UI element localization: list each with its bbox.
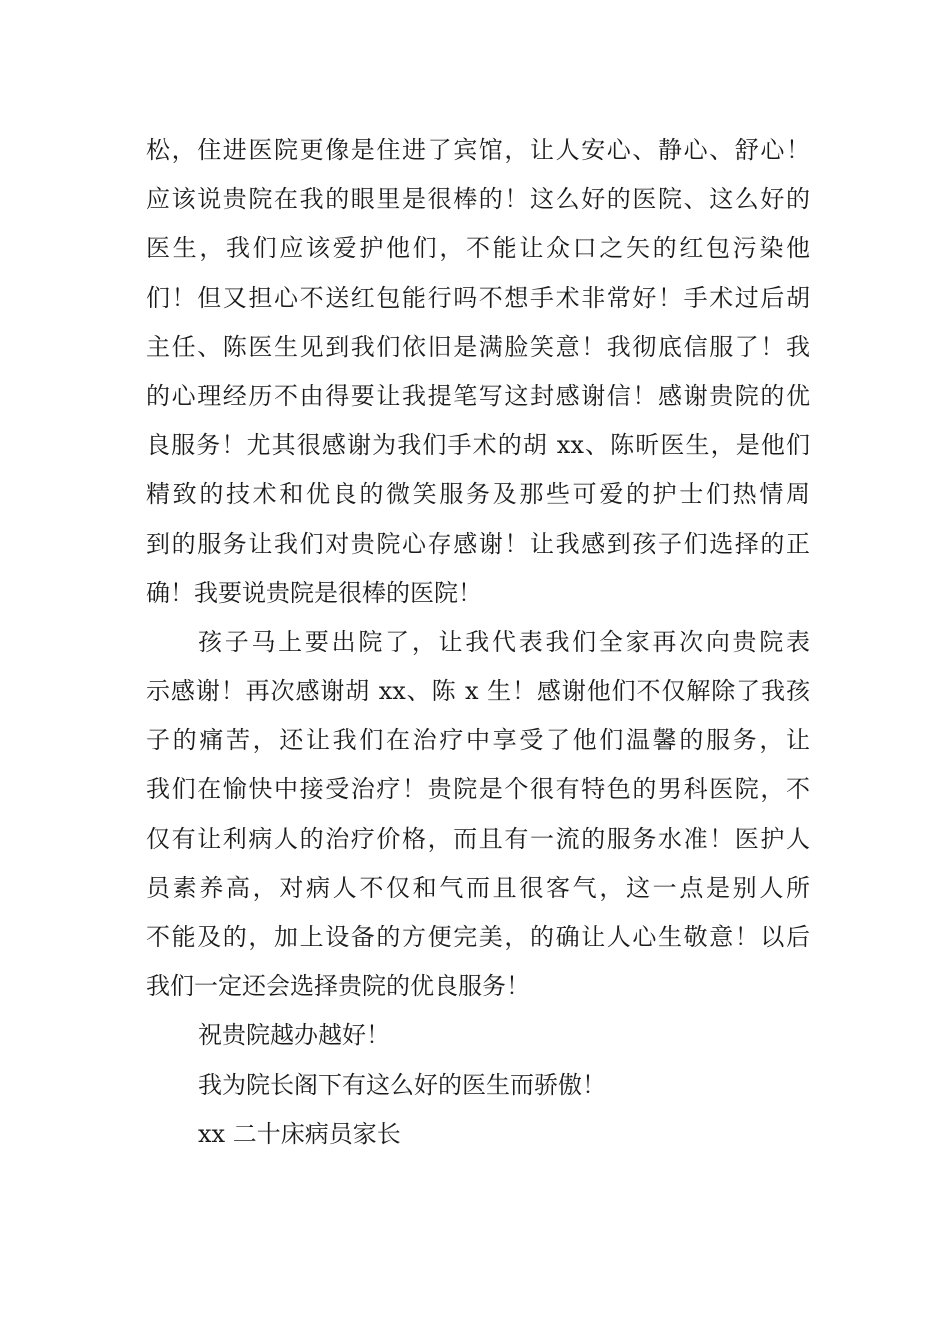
text-line: 的心理经历不由得要让我提笔写这封感谢信！感谢贵院的优 <box>146 381 810 410</box>
text-line: 不能及的，加上设备的方便完美，的确让人心生敬意！以后 <box>146 923 810 951</box>
text-line: 我们一定还会选择贵院的优良服务！ <box>146 972 530 1001</box>
closing-remark: 我为院长阁下有这么好的医生而骄傲！ <box>198 1070 606 1099</box>
signature: xx 二十床病员家长 <box>198 1119 401 1148</box>
text-line: 示感谢！再次感谢胡 xx、陈 x 生！感谢他们不仅解除了我孩 <box>146 677 810 706</box>
text-line: 良服务！尤其很感谢为我们手术的胡 xx、陈昕医生，是他们 <box>146 431 810 460</box>
text-line: 到的服务让我们对贵院心存感谢！让我感到孩子们选择的正 <box>146 529 810 558</box>
text-line: 松，住进医院更像是住进了宾馆，让人安心、静心、舒心！ <box>146 136 810 164</box>
text-line: 我们在愉快中接受治疗！贵院是个很有特色的男科医院，不 <box>146 775 810 804</box>
text-line: 仅有让利病人的治疗价格，而且有一流的服务水准！医护人 <box>146 824 810 853</box>
text-line: 精致的技术和优良的微笑服务及那些可爱的护士们热情周 <box>146 480 810 509</box>
closing-wish: 祝贵院越办越好！ <box>198 1021 390 1050</box>
text-line: 医生，我们应该爱护他们，不能让众口之矢的红包污染他 <box>146 234 810 263</box>
text-line: 应该说贵院在我的眼里是很棒的！这么好的医院、这么好的 <box>146 185 810 214</box>
paragraph-start-line: 孩子马上要出院了，让我代表我们全家再次向贵院表 <box>198 627 810 656</box>
text-line: 们！但又担心不送红包能行吗不想手术非常好！手术过后胡 <box>146 283 810 312</box>
text-line: 主任、陈医生见到我们依旧是满脸笑意！我彻底信服了！我 <box>146 332 810 361</box>
text-line: 员素养高，对病人不仅和气而且很客气，这一点是别人所 <box>146 873 810 902</box>
text-line: 子的痛苦，还让我们在治疗中享受了他们温馨的服务，让 <box>146 726 810 755</box>
letter-body <box>146 126 810 1159</box>
text-line: 确！我要说贵院是很棒的医院！ <box>146 578 482 607</box>
